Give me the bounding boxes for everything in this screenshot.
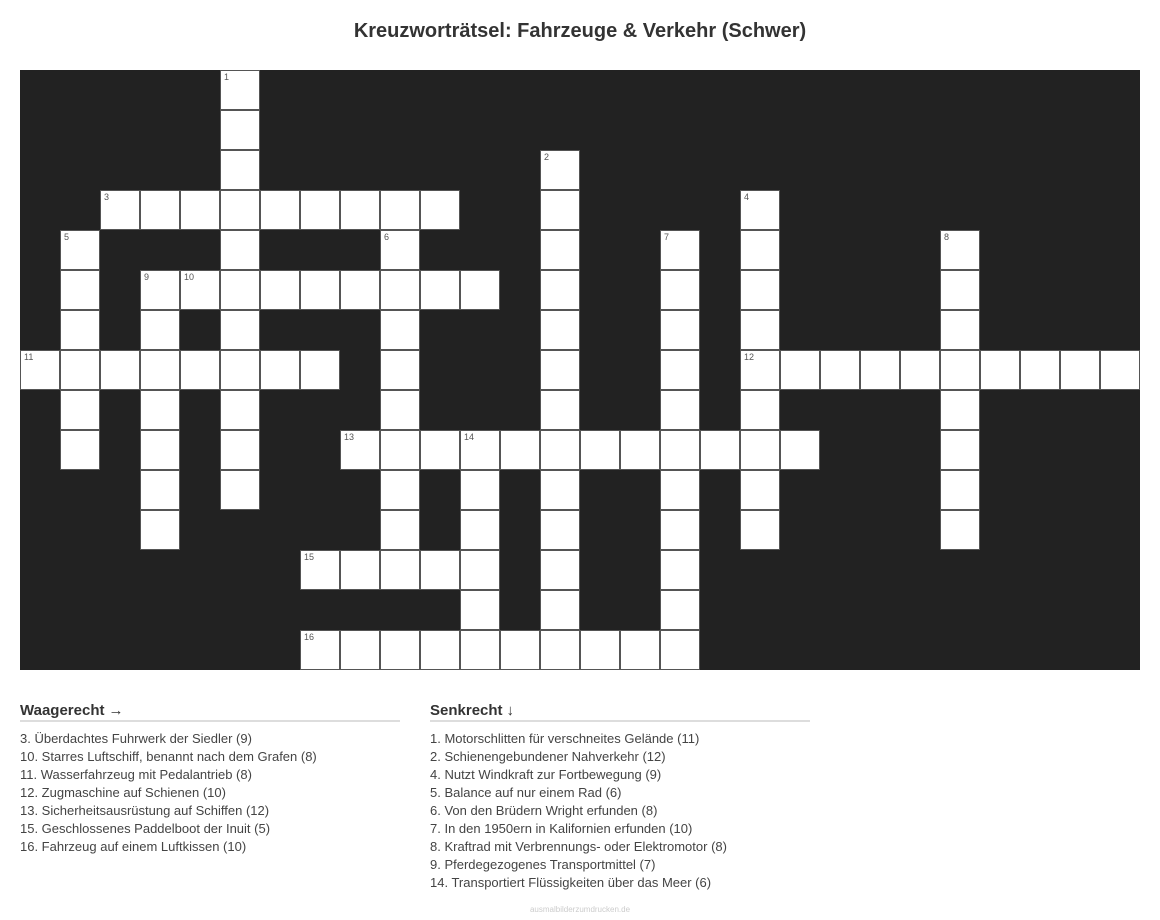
grid-cell[interactable] xyxy=(300,270,340,310)
grid-cell[interactable] xyxy=(340,270,380,310)
grid-cell[interactable] xyxy=(140,430,180,470)
grid-cell[interactable] xyxy=(540,150,580,190)
clue-number: 14 xyxy=(464,432,475,442)
grid-cell[interactable] xyxy=(60,230,100,270)
grid-cell[interactable] xyxy=(420,550,460,590)
grid-cell[interactable] xyxy=(660,390,700,430)
grid-cell[interactable] xyxy=(540,230,580,270)
across-heading xyxy=(20,702,400,722)
across-clues xyxy=(20,702,400,856)
grid-cell[interactable] xyxy=(660,430,700,470)
grid-cell[interactable] xyxy=(660,590,700,630)
grid-cell[interactable] xyxy=(260,350,300,390)
grid-cell[interactable] xyxy=(940,390,980,430)
grid-cell[interactable] xyxy=(260,190,300,230)
clue-item: 8. Kraftrad mit Verbrennungs- oder Elektromotor (8) xyxy=(430,839,727,854)
grid-cell[interactable] xyxy=(540,350,580,390)
clue-item: 4. Nutzt Windkraft zur Fortbewegung (9) xyxy=(430,767,662,782)
grid-cell[interactable] xyxy=(540,470,580,510)
grid-cell[interactable] xyxy=(740,270,780,310)
grid-cell[interactable] xyxy=(60,390,100,430)
grid-cell[interactable] xyxy=(940,270,980,310)
grid-cell[interactable] xyxy=(380,270,420,310)
grid-cell[interactable] xyxy=(340,630,380,670)
grid-cell[interactable] xyxy=(660,510,700,550)
grid-cell[interactable] xyxy=(540,590,580,630)
grid-cell[interactable] xyxy=(380,230,420,270)
grid-cell[interactable] xyxy=(460,510,500,550)
clue-number: 5 xyxy=(64,232,70,242)
grid-cell[interactable] xyxy=(740,190,780,230)
across-heading-label: Waagerecht xyxy=(20,702,105,719)
grid-cell[interactable] xyxy=(780,430,820,470)
grid-cell[interactable] xyxy=(980,350,1020,390)
clue-item: 3. Überdachtes Fuhrwerk der Siedler (9) xyxy=(20,731,252,746)
clue-number: 15 xyxy=(304,552,315,562)
grid-cell[interactable] xyxy=(140,310,180,350)
down-clues xyxy=(430,702,810,892)
grid-cell[interactable] xyxy=(380,630,420,670)
grid-cell[interactable] xyxy=(620,430,660,470)
clue-number: 16 xyxy=(304,632,315,642)
grid-cell[interactable] xyxy=(700,430,740,470)
grid-cell[interactable] xyxy=(380,190,420,230)
down-heading xyxy=(430,702,810,722)
clue-number: 4 xyxy=(744,192,750,202)
grid-cell[interactable] xyxy=(900,350,940,390)
clue-item: 13. Sicherheitsausrüstung auf Schiffen (12) xyxy=(20,803,270,818)
clue-number: 2 xyxy=(544,152,550,162)
grid-cell[interactable] xyxy=(140,350,180,390)
clue-number: 12 xyxy=(744,352,755,362)
clue-item: 9. Pferdegezogenes Transportmittel (7) xyxy=(430,857,656,872)
clue-number: 1 xyxy=(224,72,230,82)
grid-cell[interactable] xyxy=(300,350,340,390)
grid-cell[interactable] xyxy=(180,350,220,390)
grid-cell[interactable] xyxy=(180,270,220,310)
grid-cell[interactable] xyxy=(660,230,700,270)
grid-cell[interactable] xyxy=(140,190,180,230)
grid-cell[interactable] xyxy=(660,550,700,590)
grid-cell[interactable] xyxy=(20,350,60,390)
grid-cell[interactable] xyxy=(540,550,580,590)
grid-cell[interactable] xyxy=(220,310,260,350)
grid-cell[interactable] xyxy=(940,310,980,350)
puzzle-title: Kreuzworträtsel: Fahrzeuge & Verkehr (Schwer) xyxy=(353,20,807,42)
grid-cell[interactable] xyxy=(740,310,780,350)
grid-cell[interactable] xyxy=(660,270,700,310)
grid-cell[interactable] xyxy=(420,430,460,470)
grid-cell[interactable] xyxy=(260,270,300,310)
arrow-down-icon: ↓ xyxy=(506,702,515,719)
grid-cell[interactable] xyxy=(220,430,260,470)
grid-cell[interactable] xyxy=(140,470,180,510)
grid-cell[interactable] xyxy=(780,350,820,390)
grid-cell[interactable] xyxy=(460,430,500,470)
grid-cell[interactable] xyxy=(940,230,980,270)
grid-cell[interactable] xyxy=(60,310,100,350)
clue-number: 3 xyxy=(104,192,110,202)
grid-cell[interactable] xyxy=(140,390,180,430)
grid-cell[interactable] xyxy=(140,510,180,550)
grid-cell[interactable] xyxy=(340,430,380,470)
grid-cell[interactable] xyxy=(740,510,780,550)
clue-item: 12. Zugmaschine auf Schienen (10) xyxy=(20,785,226,800)
grid-cell[interactable] xyxy=(220,390,260,430)
grid-cell[interactable] xyxy=(220,110,260,150)
clue-number: 11 xyxy=(24,352,34,362)
grid-cell[interactable] xyxy=(940,510,980,550)
clue-item: 14. Transportiert Flüssigkeiten über das Meer (6) xyxy=(430,875,712,890)
grid-cell[interactable] xyxy=(740,230,780,270)
clue-item: 7. In den 1950ern in Kalifornien erfunden (10) xyxy=(430,821,693,836)
grid-cell[interactable] xyxy=(100,190,140,230)
footer-credit: ausmalbilderzumdrucken.de xyxy=(529,905,631,914)
clue-item: 5. Balance auf nur einem Rad (6) xyxy=(430,785,622,800)
grid-cell[interactable] xyxy=(220,270,260,310)
grid-cell[interactable] xyxy=(380,310,420,350)
grid-cell[interactable] xyxy=(1020,350,1060,390)
grid-cell[interactable] xyxy=(220,150,260,190)
grid-cell[interactable] xyxy=(1060,350,1100,390)
grid-cell[interactable] xyxy=(620,630,660,670)
grid-cell[interactable] xyxy=(460,470,500,510)
grid-cell[interactable] xyxy=(460,550,500,590)
grid-cell[interactable] xyxy=(380,350,420,390)
grid-cell[interactable] xyxy=(180,190,220,230)
clue-item: 11. Wasserfahrzeug mit Pedalantrieb (8) xyxy=(20,767,252,782)
grid-cell[interactable] xyxy=(380,390,420,430)
grid-cell[interactable] xyxy=(380,430,420,470)
grid-cell[interactable] xyxy=(460,630,500,670)
grid-cell[interactable] xyxy=(540,270,580,310)
grid-cell[interactable] xyxy=(540,390,580,430)
grid-cell[interactable] xyxy=(580,430,620,470)
grid-cell[interactable] xyxy=(660,470,700,510)
grid-cell[interactable] xyxy=(660,310,700,350)
grid-cell[interactable] xyxy=(380,470,420,510)
grid-cell[interactable] xyxy=(500,430,540,470)
grid-cell[interactable] xyxy=(420,190,460,230)
clue-number: 13 xyxy=(344,432,355,442)
grid-cell[interactable] xyxy=(60,430,100,470)
clue-item: 16. Fahrzeug auf einem Luftkissen (10) xyxy=(20,839,247,854)
crossword-grid xyxy=(20,70,1140,670)
grid-cell[interactable] xyxy=(940,470,980,510)
clue-number: 9 xyxy=(144,272,150,282)
grid-cell[interactable] xyxy=(380,510,420,550)
clue-item: 10. Starres Luftschiff, benannt nach dem Grafen (8) xyxy=(20,749,317,764)
grid-cell[interactable] xyxy=(220,190,260,230)
grid-cell[interactable] xyxy=(1100,350,1140,390)
grid-cell[interactable] xyxy=(380,550,420,590)
grid-cell[interactable] xyxy=(220,470,260,510)
grid-cell[interactable] xyxy=(740,350,780,390)
grid-cell[interactable] xyxy=(220,350,260,390)
grid-cell[interactable] xyxy=(300,550,340,590)
grid-cell[interactable] xyxy=(540,510,580,550)
grid-cell[interactable] xyxy=(300,190,340,230)
clue-item: 6. Von den Brüdern Wright erfunden (8) xyxy=(430,803,658,818)
down-clue-list xyxy=(430,730,810,892)
clue-number: 7 xyxy=(664,232,670,242)
grid-cell[interactable] xyxy=(220,70,260,110)
grid-cell[interactable] xyxy=(740,390,780,430)
clue-number: 8 xyxy=(944,232,950,242)
grid-cell[interactable] xyxy=(60,270,100,310)
grid-cell[interactable] xyxy=(540,430,580,470)
grid-cell[interactable] xyxy=(940,430,980,470)
down-heading-label: Senkrecht xyxy=(430,702,503,719)
grid-cell[interactable] xyxy=(740,430,780,470)
grid-cell[interactable] xyxy=(540,630,580,670)
grid-cell[interactable] xyxy=(420,270,460,310)
across-clue-list xyxy=(20,730,400,856)
grid-cell[interactable] xyxy=(820,350,860,390)
clue-item: 15. Geschlossenes Paddelboot der Inuit (5) xyxy=(20,821,271,836)
grid-cell[interactable] xyxy=(220,230,260,270)
clue-item: 1. Motorschlitten für verschneites Gelände (11) xyxy=(430,731,700,746)
grid-cell[interactable] xyxy=(340,550,380,590)
grid-cell[interactable] xyxy=(540,310,580,350)
grid-cell[interactable] xyxy=(140,270,180,310)
grid-cell[interactable] xyxy=(660,630,700,670)
grid-cell[interactable] xyxy=(540,190,580,230)
clue-item: 2. Schienengebundener Nahverkehr (12) xyxy=(430,749,666,764)
grid-cell[interactable] xyxy=(460,270,500,310)
arrow-right-icon: → xyxy=(108,702,124,719)
grid-cell[interactable] xyxy=(860,350,900,390)
clue-number: 6 xyxy=(384,232,390,242)
grid-cell[interactable] xyxy=(100,350,140,390)
grid-cell[interactable] xyxy=(740,470,780,510)
grid-cell[interactable] xyxy=(660,350,700,390)
grid-cell[interactable] xyxy=(420,630,460,670)
grid-cell[interactable] xyxy=(500,630,540,670)
grid-cell[interactable] xyxy=(460,590,500,630)
grid-cell[interactable] xyxy=(60,350,100,390)
grid-cell[interactable] xyxy=(580,630,620,670)
clue-number: 10 xyxy=(184,272,195,282)
grid-cell[interactable] xyxy=(340,190,380,230)
grid-cell[interactable] xyxy=(940,350,980,390)
grid-cell[interactable] xyxy=(300,630,340,670)
